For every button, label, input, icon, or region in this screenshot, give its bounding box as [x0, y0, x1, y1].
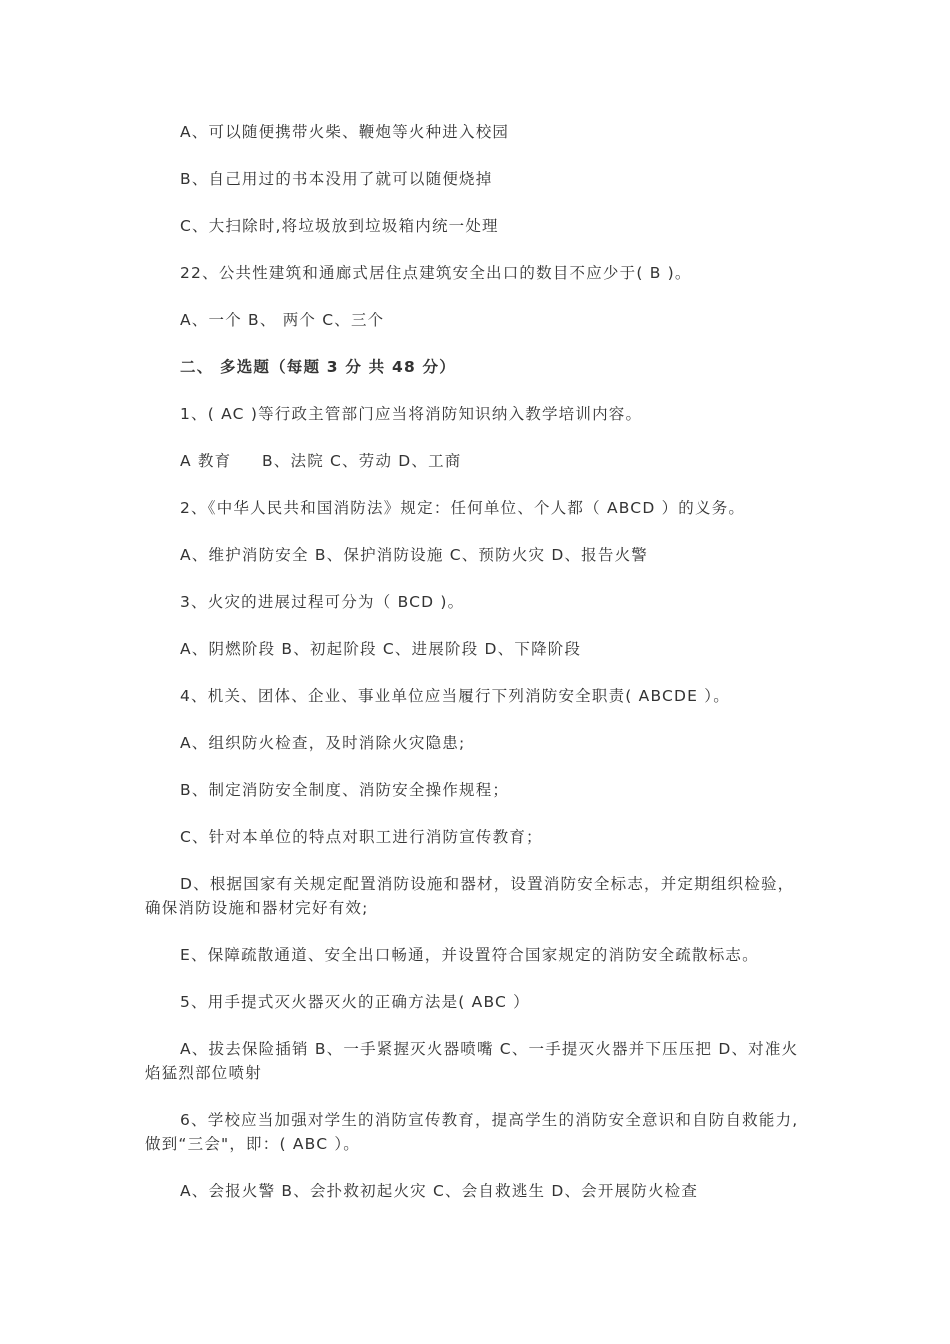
- option-line: B、制定消防安全制度、消防安全操作规程；: [180, 781, 510, 799]
- option-line: C、针对本单位的特点对职工进行消防宣传教育；: [180, 828, 543, 846]
- option-line: A、维护消防安全 B、保护消防设施 C、预防火灾 D、报告火警: [180, 546, 648, 564]
- option-line: A、一个 B、 两个 C、三个: [180, 311, 385, 329]
- question-line: 2、《中华人民共和国消防法》规定：任何单位、个人都（ ABCD ）的义务。: [180, 499, 746, 517]
- option-line: D、根据国家有关规定配置消防设施和器材，设置消防安全标志，并定期组织检验，确保消防设施和器材完好有效;: [145, 875, 795, 917]
- option-line: A、会报火警 B、会扑救初起火灾 C、会自救逃生 D、会开展防火检查: [180, 1182, 699, 1200]
- question-line: 3、火灾的进展过程可分为（ BCD )。: [180, 593, 465, 611]
- option-line: A 教育 B、法院 C、劳动 D、工商: [180, 452, 462, 470]
- question-line: 5、用手提式灭火器灭火的正确方法是( ABC ）: [180, 993, 530, 1011]
- document-page: [145, 120, 810, 1226]
- question-line: 22、公共性建筑和通廊式居住点建筑安全出口的数目不应少于( B )。: [180, 264, 692, 282]
- option-line: A、可以随便携带火柴、鞭炮等火种进入校园: [180, 123, 510, 141]
- question-line: 4、机关、团体、企业、事业单位应当履行下列消防安全职责( ABCDE ）。: [180, 687, 730, 705]
- option-line: E、保障疏散通道、安全出口畅通，并设置符合国家规定的消防安全疏散标志。: [180, 946, 759, 964]
- question-line: 6、学校应当加强对学生的消防宣传教育，提高学生的消防安全意识和自防自救能力,做到“三会"，即：( ABC ）。: [145, 1111, 799, 1153]
- option-line: B、自己用过的书本没用了就可以随便烧掉: [180, 170, 493, 188]
- section-heading: 二、 多选题（每题 3 分 共 48 分）: [180, 358, 456, 376]
- option-line: C、大扫除时,将垃圾放到垃圾箱内统一处理: [180, 217, 499, 235]
- option-line: A、拔去保险插销 B、一手紧握灭火器喷嘴 C、一手提灭火器并下压压把 D、对准火焰猛烈部位喷射: [145, 1040, 799, 1082]
- option-line: A、阴燃阶段 B、初起阶段 C、进展阶段 D、下降阶段: [180, 640, 582, 658]
- question-line: 1、( AC )等行政主管部门应当将消防知识纳入教学培训内容。: [180, 405, 643, 423]
- option-line: A、组织防火检查，及时消除火灾隐患;: [180, 734, 466, 752]
